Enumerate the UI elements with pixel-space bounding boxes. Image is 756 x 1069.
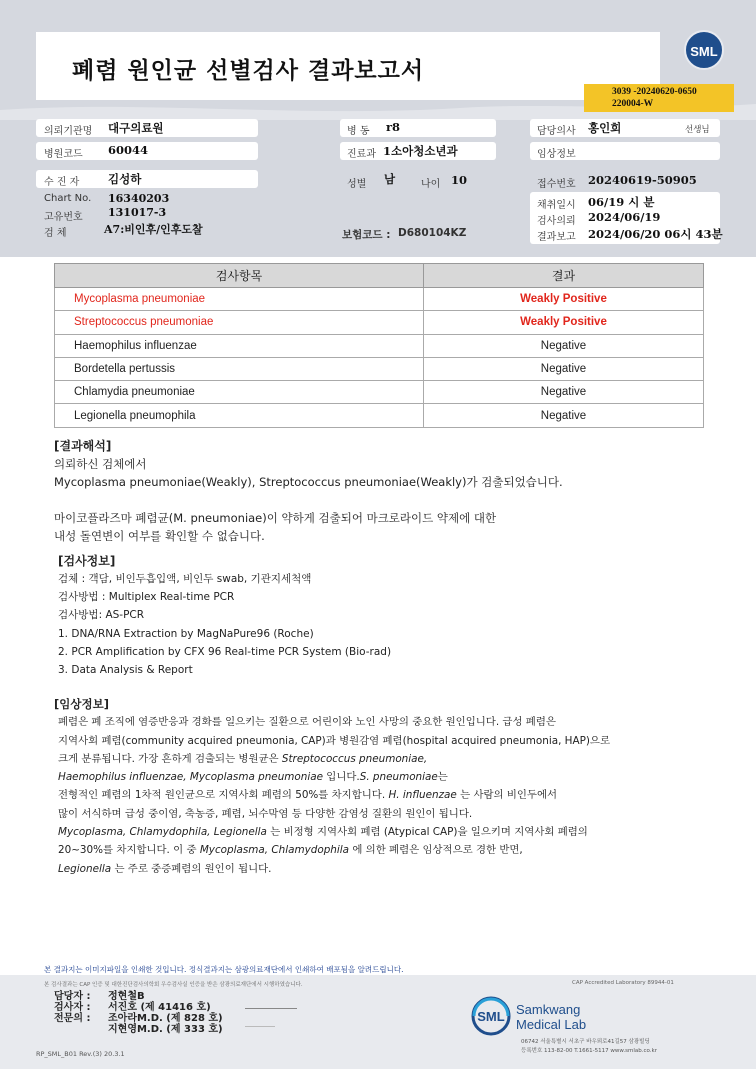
- test-result: Negative: [424, 334, 704, 357]
- clinical-line: Legionella 는 주로 중증폐렴의 원인이 됩니다.: [58, 862, 272, 875]
- footer-certification-note: 본 검사결과는 CAP 인증 및 대한진단검사의학회 우수검사실 인증을 받은 삼광의료재단에서 시행하였습니다.: [44, 982, 303, 988]
- institution-value: 대구의료원: [108, 121, 164, 135]
- institution-label: 의뢰기관명: [44, 126, 93, 137]
- test-result: Weakly Positive: [424, 311, 704, 334]
- clinical-line: 폐렴은 폐 조직에 염증반응과 경화를 일으키는 질환으로 어린이와 노인 사망의 중요한 원인입니다. 급성 폐렴은: [58, 716, 556, 729]
- interpretation-line: 내성 돌연변이 여부를 확인할 수 없습니다.: [54, 529, 265, 543]
- staff-row: 전문의 : 조아라M.D. (제 828 호): [54, 1013, 223, 1024]
- test-item: Bordetella pertussis: [55, 357, 424, 380]
- table-row: [55, 404, 704, 427]
- staff-list: [54, 991, 223, 1035]
- test-item: Mycoplasma pneumoniae: [55, 288, 424, 311]
- clinical-line: 많이 서식하며 급성 중이염, 축농증, 폐렴, 뇌수막염 등 다양한 감염성 질환의 원인이 됩니다.: [58, 807, 473, 820]
- receipt-label: 접수번호: [537, 179, 576, 190]
- chart-info-block: [36, 190, 258, 242]
- test-item: Streptococcus pneumoniae: [55, 311, 424, 334]
- patient-name-value: 김성하: [108, 172, 142, 186]
- ward-value: r8: [386, 120, 401, 134]
- sml-logo-icon: SML: [684, 30, 724, 70]
- collect-value: 06/19 시 분: [588, 195, 655, 209]
- lab-name: Samkwang Medical Lab: [516, 1002, 587, 1032]
- interpretation-line: 의뢰하신 검체에서: [54, 457, 147, 471]
- signature-mark: [245, 1008, 297, 1009]
- test-info-line: 1. DNA/RNA Extraction by MagNaPure96 (Roche): [58, 627, 314, 640]
- staff-row: 검사자 : 서진호 (제 41416 호): [54, 1002, 211, 1013]
- column-header-result: 결과: [424, 264, 704, 288]
- title-box: [36, 32, 660, 100]
- hospital-code-label: 병원코드: [44, 149, 83, 160]
- test-info-line: 2. PCR Amplification by CFX 96 Real-time PCR System (Bio-rad): [58, 645, 392, 658]
- test-result: Negative: [424, 357, 704, 380]
- report-number-line2: 220004-W: [612, 99, 654, 109]
- test-result: Negative: [424, 381, 704, 404]
- test-info-title: [검사정보]: [58, 554, 116, 568]
- hospital-code-value: 60044: [108, 143, 149, 157]
- column-header-item: 검사항목: [55, 264, 424, 288]
- svg-text:SML: SML: [477, 1009, 505, 1024]
- clinical-line: 지역사회 폐렴(community acquired pneumonia, CAP)과 병원감염 폐렴(hospital acquired pneumonia, HAP)으로: [58, 734, 610, 747]
- staff-row: 담당자 : 정현철B: [54, 991, 145, 1002]
- lab-address: 06742 서울특별시 서초구 바우뫼로41길57 삼광빌딩 등록번호 113-82-00 T.1661-5117 www.smlab.co.kr: [521, 1039, 657, 1054]
- chart-no-value: 16340203: [108, 192, 170, 205]
- form-number: RP_SML_B01 Rev.(3) 20.3.1: [36, 1050, 125, 1058]
- footer-notice: 본 결과지는 이미지파일을 인쇄한 것입니다. 정식결과지는 삼광의료재단에서 인쇄하여 배포됨을 알려드립니다.: [44, 965, 404, 974]
- clinical-line: Mycoplasma, Chlamydophila, Legionella 는 비정형 지역사회 폐렴 (Atypical CAP)을 일으키며 지역사회 폐렴의: [58, 826, 588, 839]
- samkwang-logo-icon: [470, 995, 512, 1037]
- report-date-label: 결과보고: [537, 232, 576, 243]
- test-info-line: 검사방법: AS-PCR: [58, 609, 145, 622]
- test-info-line: 3. Data Analysis & Report: [58, 664, 193, 677]
- doctor-label: 담당의사: [537, 126, 576, 137]
- results-header-row: [55, 264, 704, 288]
- table-row: [55, 288, 704, 311]
- specimen-label: 검 체: [44, 228, 67, 239]
- sex-value: 남: [384, 172, 396, 186]
- report-number-line1: 3039 -20240620-0650: [612, 87, 697, 97]
- test-result: Weakly Positive: [424, 288, 704, 311]
- table-row: [55, 357, 704, 380]
- age-value: 10: [451, 173, 468, 187]
- clinical-line: 20~30%를 차지합니다. 이 중 Mycoplasma, Chlamydophila 에 의한 폐렴은 임상적으로 경한 반면,: [58, 844, 523, 857]
- test-item: Legionella pneumophila: [55, 404, 424, 427]
- receipt-value: 20240619-50905: [588, 173, 697, 187]
- request-value: 2024/06/19: [588, 210, 661, 224]
- report-title: 폐렴 원인균 선별검사 결과보고서: [72, 58, 425, 84]
- clinical-info-label: 임상정보: [537, 149, 576, 160]
- test-result: Negative: [424, 404, 704, 427]
- doctor-suffix: 선생님: [685, 125, 710, 135]
- interpretation-line: Mycoplasma pneumoniae(Weakly), Streptococcus pneumoniae(Weakly)가 검출되었습니다.: [54, 475, 563, 489]
- interpretation-title: [결과해석]: [54, 439, 112, 453]
- insurance-code: D680104KZ: [398, 227, 467, 239]
- clinical-line: 크게 분류됩니다. 가장 흔하게 검출되는 병원균은 Streptococcus pneumoniae,: [58, 752, 428, 765]
- request-label: 검사의뢰: [537, 216, 576, 227]
- test-info-section: [58, 552, 391, 679]
- unique-no-value: 131017-3: [108, 206, 167, 219]
- results-table: [54, 263, 704, 428]
- insurance-label: 보험코드 :: [342, 229, 391, 241]
- collect-label: 채취일시: [537, 200, 576, 211]
- test-item: Chlamydia pneumoniae: [55, 381, 424, 404]
- interpretation-section: [54, 437, 563, 545]
- doctor-value: 홍인희: [588, 121, 622, 135]
- ward-label: 병 동: [347, 126, 370, 137]
- clinical-info-title: [임상정보]: [54, 697, 109, 711]
- test-item: Haemophilus influenzae: [55, 334, 424, 357]
- specimen-value: A7:비인후/인후도찰: [104, 223, 203, 236]
- signature-mark: [245, 1026, 275, 1027]
- test-info-line: 검체 : 객담, 비인두흡입액, 비인두 swab, 기관지세척액: [58, 573, 312, 585]
- age-label: 나이: [421, 179, 441, 190]
- table-row: [55, 311, 704, 334]
- department-value: 1소아청소년과: [383, 144, 458, 158]
- sex-label: 성별: [347, 179, 367, 190]
- unique-no-label: 고유번호: [44, 212, 83, 223]
- table-row: [55, 381, 704, 404]
- interpretation-line: 마이코플라즈마 폐렴균(M. pneumoniae)이 약하게 검출되어 마크로라이드 약제에 대한: [54, 511, 497, 525]
- clinical-line: Haemophilus influenzae, Mycoplasma pneumoniae 입니다.S. pneumoniae는: [58, 771, 448, 784]
- report-date-value: 2024/06/20 06시 43분: [588, 227, 723, 241]
- report-number-badge: [584, 84, 734, 112]
- table-row: [55, 334, 704, 357]
- clinical-info-section: [54, 695, 610, 878]
- patient-name-label: 수 진 자: [44, 177, 80, 188]
- chart-no-label: Chart No.: [44, 193, 92, 204]
- cap-accreditation: CAP Accredited Laboratory 89944-01: [572, 980, 674, 986]
- department-label: 진료과: [347, 149, 376, 160]
- staff-row: 지현영M.D. (제 333 호): [108, 1024, 223, 1035]
- clinical-line: 전형적인 폐렴의 1차적 원인균으로 지역사회 폐렴의 50%를 차지합니다. H. influenzae 는 사람의 비인두에서: [58, 789, 558, 802]
- test-info-line: 검사방법 : Multiplex Real-time PCR: [58, 591, 235, 604]
